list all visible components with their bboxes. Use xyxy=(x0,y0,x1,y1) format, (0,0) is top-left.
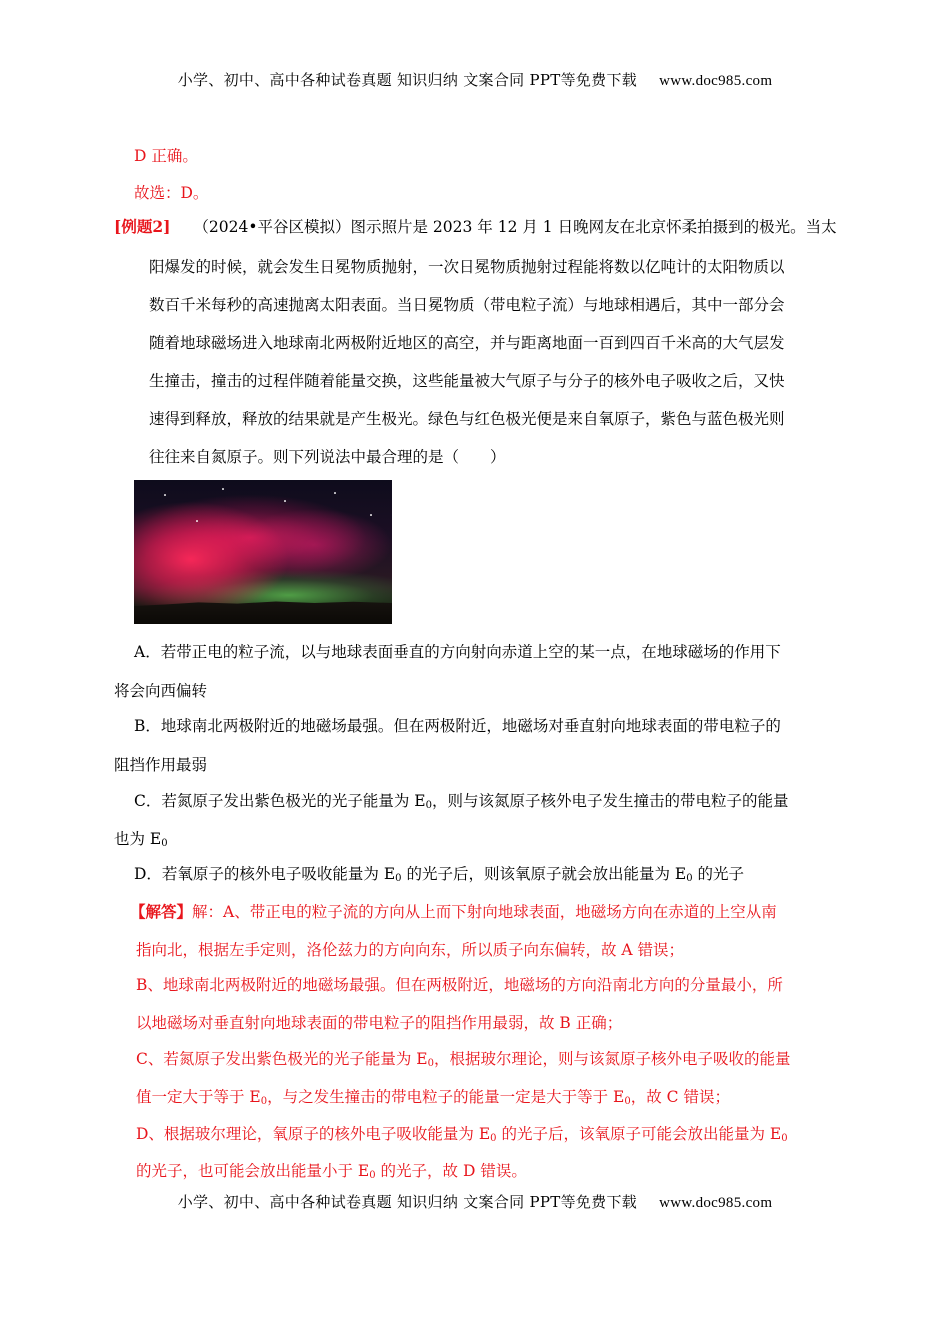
option-a-line1: A．若带正电的粒子流，以与地球表面垂直的方向射向赤道上空的某一点，在地球磁场的作用下 xyxy=(134,643,781,661)
option-a-line2: 将会向西偏转 xyxy=(114,682,208,700)
option-d: D．若氧原子的核外电子吸收能量为 $E_0$ 的光子后，则该氧原子就会放出能量为 $E_0$ 的光子 xyxy=(134,865,745,884)
answer-line: 【解答】解：A、带正电的粒子流的方向从上而下射向地球表面，地磁场方向在赤道的上空从南 xyxy=(130,902,777,921)
answer-line: D、根据玻尔理论，氧原子的核外电子吸收能量为 $E_0$ 的光子后，该氧原子可能会放出能量为 $E_0$ xyxy=(136,1125,788,1144)
prev-choice: 故选：D。 xyxy=(134,184,209,202)
footer-url[interactable]: www.doc985.com xyxy=(659,1195,773,1211)
footer-text: 小学、初中、高中各种试卷真题 知识归纳 文案合同 PPT等免费下载 xyxy=(177,1193,638,1211)
aurora-photo xyxy=(134,480,392,624)
answer-tag: 【解答】 xyxy=(130,902,193,921)
answer-line: 指向北，根据左手定则，洛伦兹力的方向向东，所以质子向东偏转，故 A 错误； xyxy=(136,941,685,959)
example-line: 往往来自氮原子。则下列说法中最合理的是（ ） xyxy=(149,448,506,466)
example-line: 随着地球磁场进入地球南北两极附近地区的高空，并与距离地面一百到四百千米高的大气层发 xyxy=(149,334,785,352)
option-c-line2: 也为 $E_0$ xyxy=(114,830,168,849)
example-line: 生撞击，撞击的过程伴随着能量交换，这些能量被大气原子与分子的核外电子吸收之后，又快 xyxy=(149,372,785,390)
treeline-silhouette xyxy=(134,594,392,624)
example-first-line xyxy=(114,217,837,237)
page-footer xyxy=(0,1191,950,1212)
answer-line: 值一定大于等于 $E_0$，与之发生撞击的带电粒子的能量一定是大于等于 $E_0$，故 C 错误； xyxy=(136,1088,730,1107)
example-tag: [例题2] xyxy=(114,217,171,236)
page-header xyxy=(0,69,950,90)
example-line: 速得到释放，释放的结果就是产生极光。绿色与红色极光便是来自氧原子，紫色与蓝色极光则 xyxy=(149,410,785,428)
header-text: 小学、初中、高中各种试卷真题 知识归纳 文案合同 PPT等免费下载 xyxy=(177,71,638,89)
answer-line: C、若氮原子发出紫色极光的光子能量为 $E_0$，根据玻尔理论，则与该氮原子核外电子吸收的能量 xyxy=(136,1050,791,1069)
prev-d-correct: D 正确。 xyxy=(134,147,198,165)
example-line: 阳爆发的时候，就会发生日冕物质抛射，一次日冕物质抛射过程能将数以亿吨计的太阳物质以 xyxy=(149,258,785,276)
answer-line: 以地磁场对垂直射向地球表面的带电粒子的阻挡作用最弱，故 B 正确； xyxy=(136,1014,623,1032)
example-line: 数百千米每秒的高速抛离太阳表面。当日冕物质（带电粒子流）与地球相遇后，其中一部分会 xyxy=(149,296,785,314)
option-b-line2: 阻挡作用最弱 xyxy=(114,756,208,774)
header-url[interactable]: www.doc985.com xyxy=(659,73,773,89)
example-line: （2024•平谷区模拟）图示照片是 2023 年 12 月 1 日晚网友在北京怀柔拍摄到的极光。当太 xyxy=(193,218,837,236)
option-b-line1: B．地球南北两极附近的地磁场最强。但在两极附近，地磁场对垂直射向地球表面的带电粒子的 xyxy=(134,717,781,735)
option-c-line1: C．若氮原子发出紫色极光的光子能量为 $E_0$，则与该氮原子核外电子发生撞击的带电粒子的能量 xyxy=(134,792,789,811)
answer-line: 的光子，也可能会放出能量小于 $E_0$ 的光子，故 D 错误。 xyxy=(136,1162,527,1181)
answer-line: B、地球南北两极附近的地磁场最强。但在两极附近，地磁场的方向沿南北方向的分量最小，所 xyxy=(136,976,783,994)
